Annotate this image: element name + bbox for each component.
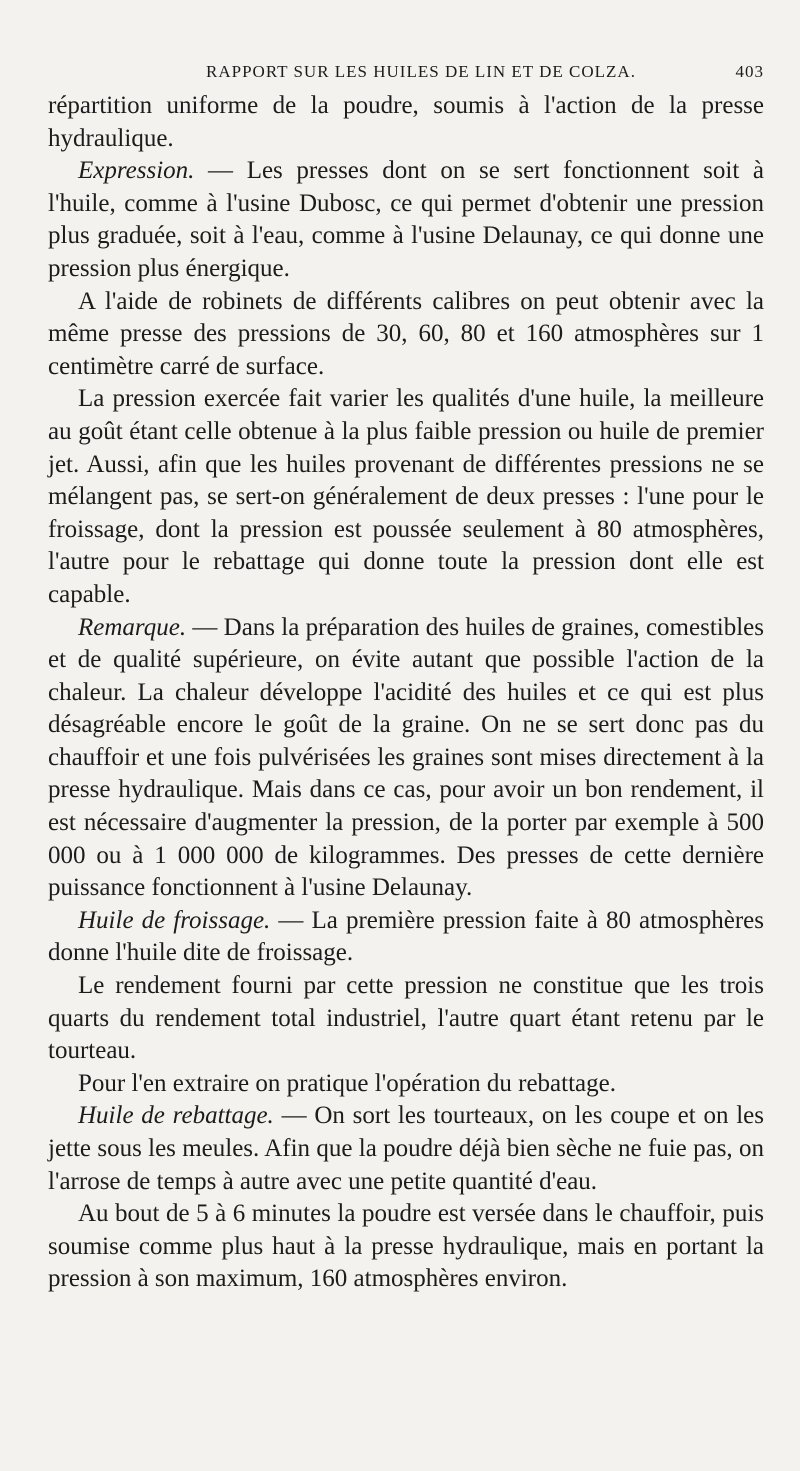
paragraph: A l'aide de robinets de différents calibres on peut obtenir avec la même presse des pressions de 30, 60, 80 et 160 atmosphères sur 1 centimètre carré de surface.: [48, 287, 764, 380]
section-heading: Huile de froissage.: [78, 906, 271, 934]
body-text: [48, 90, 764, 1296]
paragraph: Au bout de 5 à 6 minutes la poudre est versée dans le chauffoir, puis soumise comme plus haut à la presse hydraulique, mais en portant la pression à son maximum, 160 atmosphères environ.: [48, 1200, 764, 1293]
paragraph: La pression exercée fait varier les qualités d'une huile, la meilleure au goût étant celle obtenue à la plus faible pression ou huile de premier jet. Aussi, afin que les huiles provenant de différentes pressions ne se mélangent pas, se sert-on généralement de deux presses : l'une pour le froissage, dont la pression est poussée seulement à 80 atmosphères, l'autre pour le rebattage qui donne toute la pression dont elle est capable.: [48, 385, 764, 608]
paragraph: Pour l'en extraire on pratique l'opération du rebattage.: [78, 1069, 616, 1097]
section-heading: Remarque.: [78, 613, 187, 641]
section-heading: Huile de rebattage.: [78, 1102, 274, 1130]
running-title: RAPPORT SUR LES HUILES DE LIN ET DE COLZA.: [206, 62, 636, 81]
paragraph: Expression. — Les presses dont on se sert fonctionnent soit à l'huile, comme à l'usine Dubosc, ce qui permet d'obtenir une pression plus graduée, soit à l'eau, comme à l'usine Delaunay, ce qui donne une pression plus énergique.: [48, 157, 764, 282]
paragraph: répartition uniforme de la poudre, soumis à l'action de la presse hydraulique.: [48, 92, 764, 152]
paragraph: Le rendement fourni par cette pression ne constitue que les trois quarts du rendement total industriel, l'autre quart étant retenu par le tourteau.: [48, 972, 764, 1065]
paragraph: Huile de rebattage. — On sort les tourteaux, on les coupe et on les jette sous les meules. Afin que la poudre déjà bien sèche ne fuie pas, on l'arrose de temps à autre avec une petite quantité d'eau.: [48, 1102, 764, 1195]
section-heading: Expression.: [78, 157, 195, 185]
running-header: [48, 62, 764, 82]
paragraph: Huile de froissage. — La première pression faite à 80 atmosphères donne l'huile dite de froissage.: [48, 906, 764, 967]
paragraph: Remarque. — Dans la préparation des huiles de graines, comestibles et de qualité supérieure, on évite autant que possible l'action de la chaleur. La chaleur développe l'acidité des huiles et ce qui est plus désagréable encore le goût de la graine. On ne se sert donc pas du chauffoir et une fois pulvérisées les graines sont mises directement à la presse hydraulique. Mais dans ce cas, pour avoir un bon rendement, il est nécessaire d'augmenter la pression, de la porter par exemple à 500 000 ou à 1 000 000 de kilogrammes. Des presses de cette dernière puissance fonctionnent à l'usine Delaunay.: [48, 613, 764, 902]
book-page: [48, 52, 764, 1296]
page-number: 403: [735, 62, 764, 81]
